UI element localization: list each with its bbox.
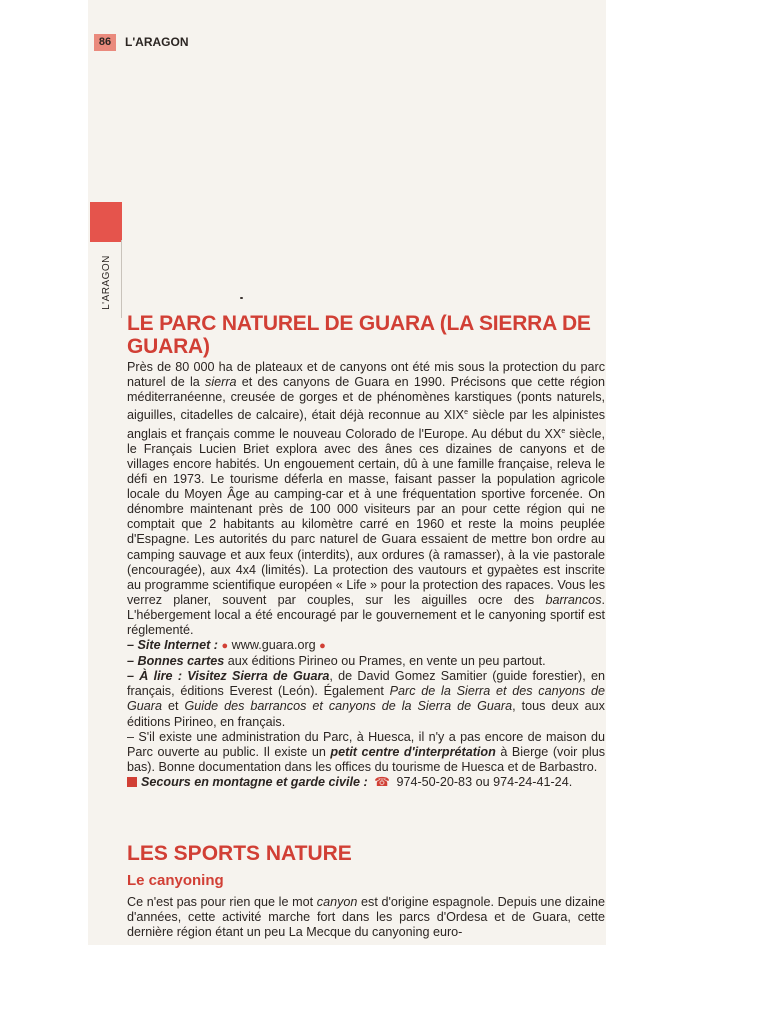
bullet-dot-icon: ● [221, 640, 229, 653]
side-chapter-label: L'ARAGON [100, 254, 112, 310]
phone-icon: ☎ [374, 774, 390, 789]
website-link[interactable]: www.guara.org [231, 638, 316, 653]
maps-line: – Bonnes cartes aux éditions Pirineo ou Prames, en vente un peu partout. [127, 654, 546, 669]
canyoning-paragraph: Ce n'est pas pour rien que le mot canyon est d'origine espagnole. Depuis une dizaine d'années, cette activité marche fort dans les parcs d'Ordesa et de Guara, cette dernière région étant un peu La Mecque du canyoning euro- [127, 895, 605, 940]
section-body-guara [127, 360, 605, 790]
bullet-dot-icon: ● [319, 640, 326, 653]
section-body-canyoning [127, 895, 605, 940]
side-divider [121, 240, 122, 318]
red-square-icon [127, 777, 137, 787]
website-line: – Site Internet : ● www.guara.org ● [127, 638, 326, 653]
admin-line: – S'il existe une administration du Parc, à Huesca, il n'y a pas encore de maison du Parc ouverte au public. Il existe un petit centre d'interprétation à Bierge (voir plus bas). Bonne documentation dans les offices du tourisme de Huesca et de Barbastro. [127, 729, 606, 774]
print-speck [240, 297, 243, 299]
running-head: L'ARAGON [125, 35, 189, 49]
subsection-title-canyoning: Le canyoning [127, 872, 224, 889]
reading-line: – À lire : Visitez Sierra de Guara, de David Gomez Samitier (guide forestier), en français, éditions Everest (León). Également Parc de la Sierra et des canyons de Guara et Guide des barrancos et canyons de la Sierra de Guara, tous deux aux éditions Pirineo, en français. [127, 669, 605, 729]
section-title-sports: LES SPORTS NATURE [127, 842, 352, 865]
rescue-line: Secours en montagne et garde civile : ☎ 974-50-20-83 ou 974-24-41-24. [127, 775, 605, 790]
chapter-color-tab [90, 202, 122, 242]
section-title-guara: LE PARC NATUREL DE GUARA (LA SIERRA DE GUARA) [127, 312, 591, 358]
intro-paragraph: Près de 80 000 ha de plateaux et de canyons ont été mis sous la protection du parc naturel de la sierra et des canyons de Guara en 1990. Précisons que cette région méditerranéenne, creusée de gorges et de phénomènes karstiques (ponts naturels, aiguilles, citadelles de calcaire), était déjà reconnue au XIXe siècle par les alpinistes anglais et français comme le nouveau Colorado de l'Europe. Au début du XXe siècle, le Français Lucien Briet explora avec des ânes ces dizaines de canyons et de villages encore habités. Un engouement certain, dû à une famille française, releva le défi en 1973. Le tourisme déferla en masse, faisant passer la population agricole locale du Moyen Âge au camping-car et à une fréquentation sportive forcenée. On dénombre maintenant près de 100 000 visiteurs par an pour cette région qui ne comptait que 2 habitants au kilomètre carré en 1960 et reste la moins peuplée d'Espagne. Les autorités du parc naturel de Guara essaient de mettre bon ordre au camping sauvage et aux feux (interdits), aux ordures (à ramasser), à la vie pastorale (encouragée), aux 4x4 (limités). La protection des vautours et gypaètes est inscrite au programme scientifique européen « Life » pour la protection des rapaces. Vous les verrez planer, souvent par couples, sur les aiguilles ocre des barrancos. L'hébergement local a été encouragé par le gouvernement et le canyoning sportif est réglementé. [127, 360, 606, 637]
side-chapter-tab [92, 246, 120, 318]
page-number: 86 [94, 34, 116, 51]
